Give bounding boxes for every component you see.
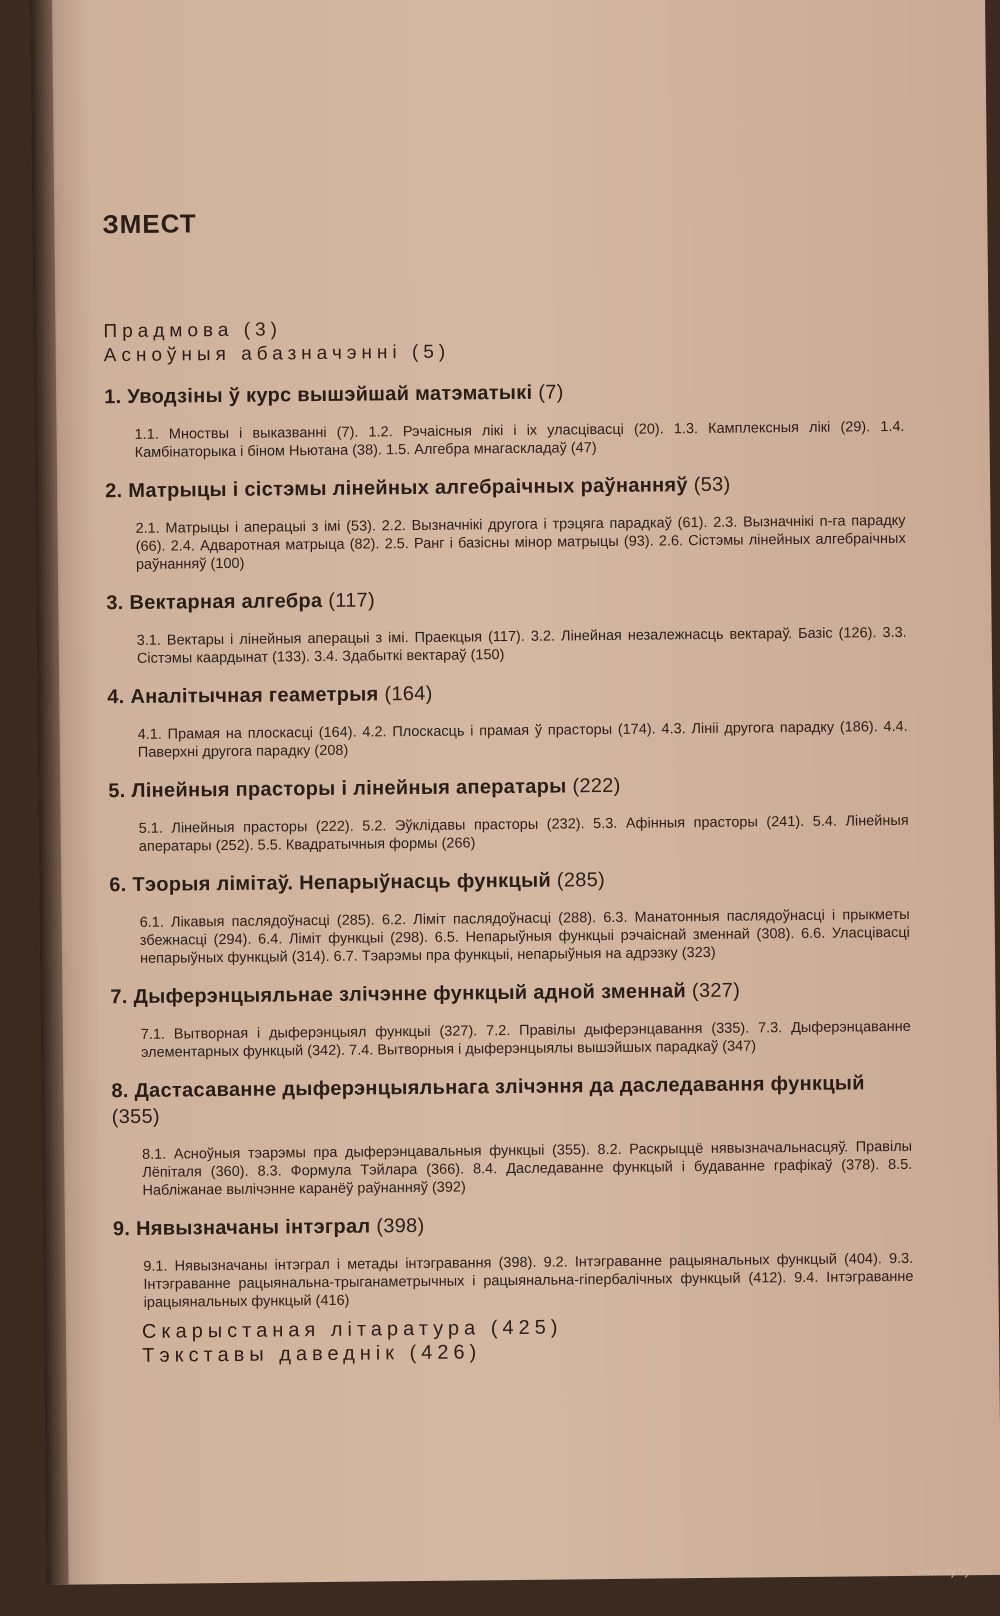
chapter-heading — [111, 1070, 912, 1130]
chapter-sections: 2.1. Матрыцы і аперацыі з імі (53). 2.2. Вызначнікі другога і трэцяга парадкаў (61). 2.3. Вызначнікі n-га парадку (66). 2.4. Адваротная матрыца (82). 2.5. Ранг і базісны мінор матрыцы (93). 2.6. Сістэмы лінейных алгебраічных раўнанняў (100) — [135, 512, 906, 573]
chapter-entry — [107, 676, 908, 762]
chapter-title: 6. Тэорыя лімітаў. Непарыўнасць функцый — [109, 869, 552, 897]
page-fold — [30, 0, 69, 1585]
entry-page: (5) — [411, 341, 451, 364]
chapter-page: (222) — [572, 774, 621, 798]
chapter-entry — [113, 1208, 914, 1312]
chapter-heading — [105, 470, 905, 504]
entry-page: (3) — [243, 319, 283, 341]
entry-label: Тэкставы даведнік — [142, 1342, 400, 1367]
chapter-title: 3. Вектарная алгебра — [106, 589, 323, 615]
table-of-contents — [102, 201, 914, 1368]
chapter-heading — [108, 770, 908, 804]
chapter-heading — [104, 376, 904, 410]
chapter-title: 1. Уводзіны ў курс вышэйшай матэматыкі — [104, 381, 533, 409]
chapter-sections: 7.1. Вытворная і дыферэнцыял функцыі (327). 7.2. Правілы дыферэнцавання (335). 7.3. Дыферэнцаванне элементарных функцый (342). 7.4. Вытворныя і дыферэнцыялы вышэйшых парадкаў (347) — [140, 1018, 911, 1061]
chapter-entry — [108, 770, 909, 856]
chapter-entry — [111, 1070, 912, 1200]
chapter-title: 8. Дастасаванне дыферэнцыяльнага злічэння да даследавання функцый — [111, 1072, 865, 1103]
chapter-sections: 1.1. Мноствы і выказванні (7). 1.2. Рэчаісныя лікі і іх уласцівасці (20). 1.3. Камплексныя лікі (29). 1.4. Камбінаторыка і бiном Ньютана (38). 1.5. Алгебра мнагаскладаў (47) — [134, 418, 905, 461]
chapter-heading — [110, 976, 910, 1010]
chapter-sections: 6.1. Лікавыя паслядоўнасці (285). 6.2. Ліміт паслядоўнасці (288). 6.3. Манатонныя паслядоўнасці і прыкметы збежнасці (294). 6.4. Ліміт функцыі (298). 6.5. Непарыўныя функцыі рэчаіснай зменнай (308). 6.6. Уласцівасці непарыўных функцый (314). 6.7. Тэарэмы пра функцыі, непарыўныя на адрэзку (323) — [139, 906, 910, 967]
chapter-heading — [109, 864, 909, 898]
watermark: www.ay.by — [918, 1566, 970, 1578]
chapter-page: (53) — [693, 473, 731, 497]
chapter-page: (355) — [111, 1105, 161, 1129]
chapter-entry — [105, 470, 906, 574]
chapter-entry — [109, 864, 910, 968]
chapter-entry — [106, 582, 907, 668]
chapter-page: (164) — [384, 682, 433, 706]
chapter-title: 9. Нявызначаны інтэграл — [112, 1215, 371, 1241]
chapter-page: (117) — [328, 589, 376, 612]
chapter-heading — [106, 582, 906, 616]
entry-label: Асноўныя абазначэнні — [103, 342, 402, 367]
entry-label: Скарыстаная літаратура — [141, 1317, 481, 1343]
entry-label: Прадмова — [103, 319, 234, 343]
chapter-sections: 3.1. Вектары і лінейныя аперацыі з імі. Праекцыя (117). 3.2. Лінейная незалежнасць вектараў. Базіс (126). 3.3. Сістэмы каардынат (133). 3.4. Здабыткі вектараў (150) — [136, 624, 907, 667]
chapter-sections: 5.1. Лінейныя прасторы (222). 5.2. Эўклідавы прасторы (232). 5.3. Афінныя прасторы (241). 5.4. Лінейныя аператары (252). 5.5. Квадратычныя формы (266) — [138, 812, 909, 855]
chapter-title: 5. Лінейныя прасторы і лінейныя аператары — [108, 775, 567, 803]
page-title: ЗМЕСТ — [102, 208, 197, 240]
chapter-sections: 4.1. Прамая на плоскасці (164). 4.2. Плоскасць і прамая ў прасторы (174). 4.3. Лініі другога парадку (186). 4.4. Паверхні другога парадку (208) — [137, 718, 908, 761]
book-page — [30, 0, 1000, 1585]
chapter-sections: 9.1. Нявызначаны інтэграл і метады інтэгравання (398). 9.2. Інтэграванне рацыянальных функцый (404). 9.3. Інтэграванне рацыянальна-трыганаметрычных і рацыянальна-гіпербалічных функцый (412). 9.4. Інтэграванне ірацыянальных функцый (416) — [143, 1250, 914, 1311]
chapter-page: (398) — [376, 1214, 425, 1238]
chapter-page: (7) — [538, 381, 564, 404]
chapter-title: 4. Аналітычная геаметрыя — [107, 683, 379, 709]
entry-page: (425) — [490, 1316, 563, 1340]
chapter-heading — [107, 676, 907, 710]
chapter-page: (327) — [691, 979, 741, 1003]
chapter-page: (285) — [556, 869, 606, 892]
chapter-entry — [104, 376, 905, 462]
chapter-sections: 8.1. Асноўныя тэарэмы пра дыферэнцавальныя функцыі (355). 8.2. Раскрыццё нявызначальнасцяў. Правілы Лёпіталя (360). 8.3. Формула Тэйлара (366). 8.4. Даследаванне функцый і будаванне графікаў (378). 8.5. Набліжанае вылічэнне каранёў раўнанняў (392) — [142, 1138, 913, 1199]
chapter-heading — [113, 1208, 913, 1242]
chapter-title: 7. Дыферэнцыяльнае злічэнне функцый адной зменнай — [110, 980, 687, 1009]
chapter-title: 2. Матрыцы і сістэмы лінейных алгебраічных раўнанняў — [105, 474, 688, 503]
chapter-entry — [110, 976, 911, 1062]
entry-page: (426) — [409, 1341, 482, 1365]
